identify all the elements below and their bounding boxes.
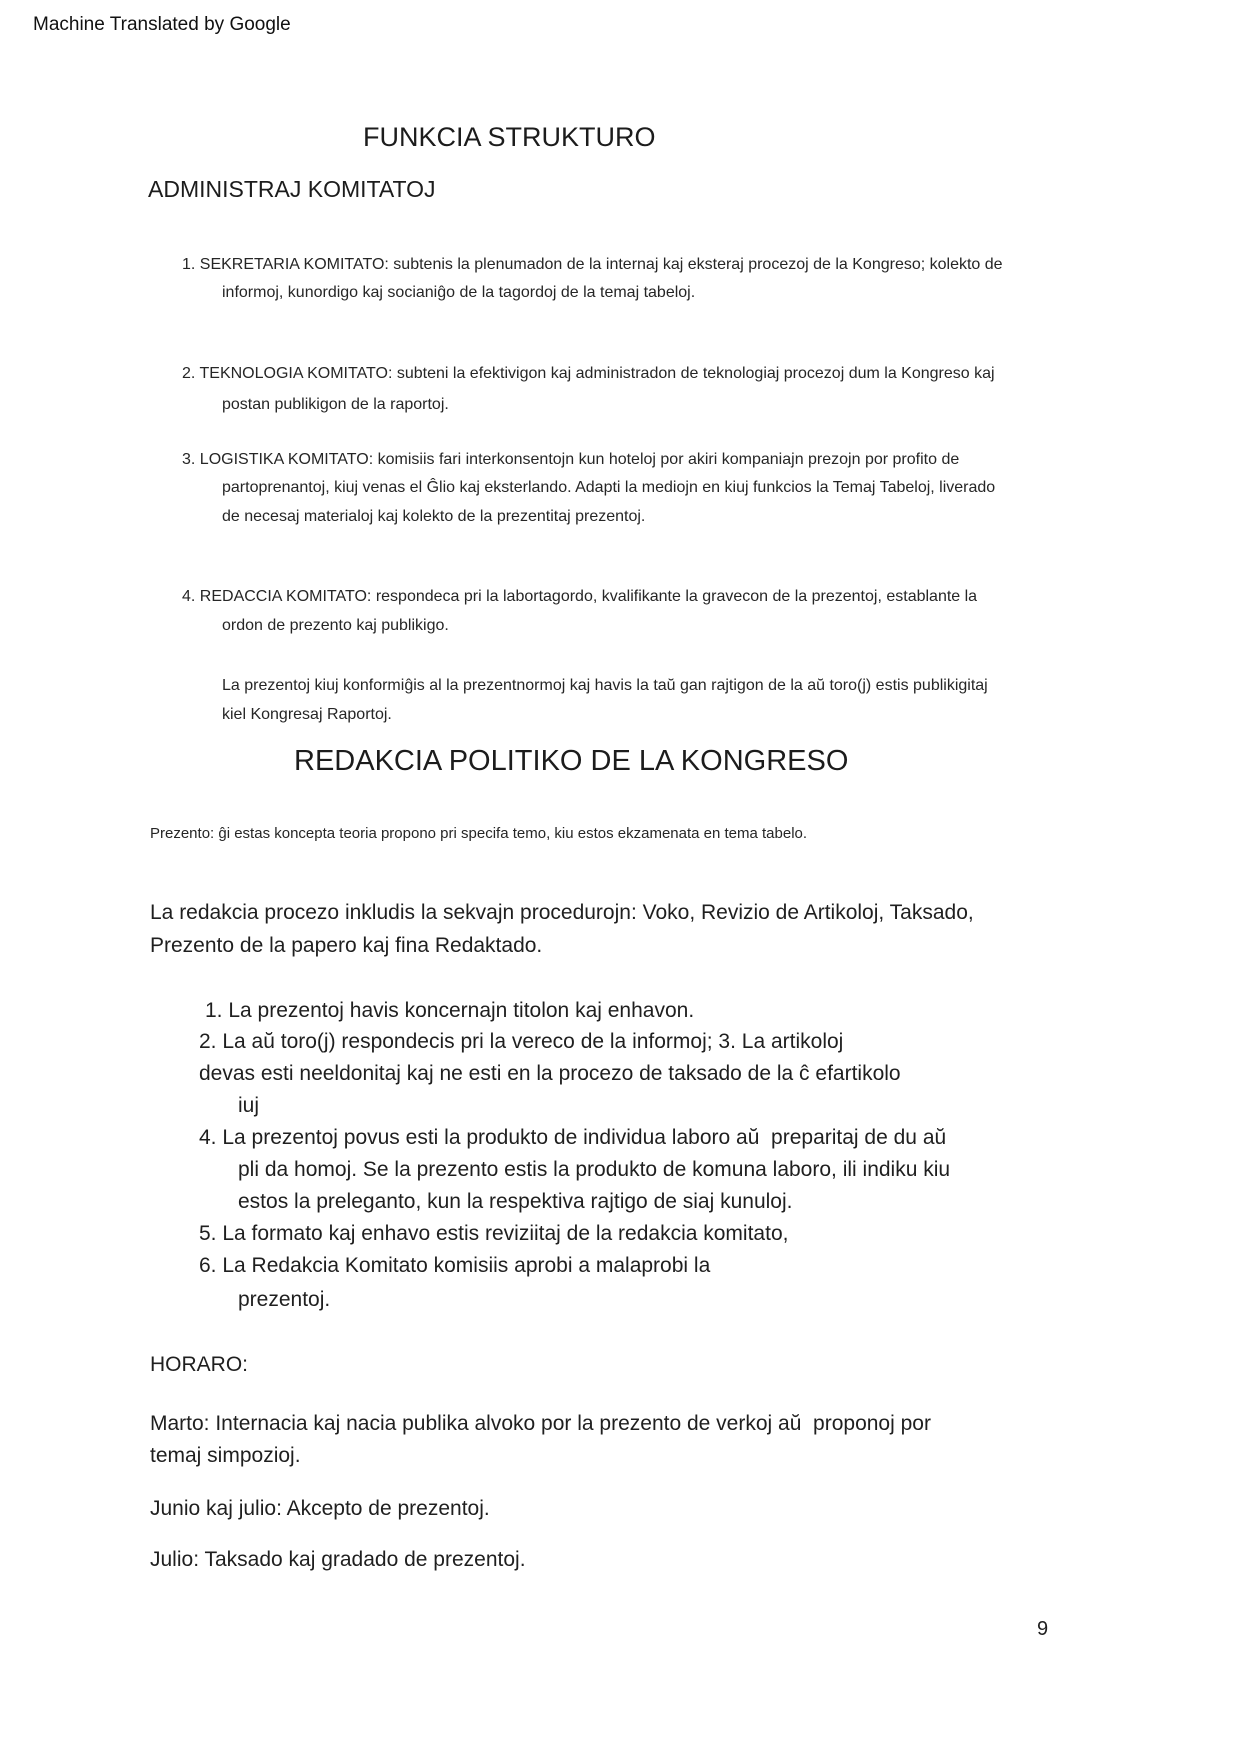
- section-title-redakcia-politiko: REDAKCIA POLITIKO DE LA KONGRESO: [294, 745, 849, 777]
- structure-closing-line-1: La prezentoj kiuj konformiĝis al la prezentnormoj kaj havis la taŭ gan rajtigon de la aŭ toro(j) estis publikigitaj: [222, 677, 988, 694]
- committee-item-1-line-1: 1. SEKRETARIA KOMITATO: subtenis la plenumadon de la internaj kaj eksteraj procezoj de la Kongreso; kolekto de: [182, 256, 1003, 273]
- prezento-definition: Prezento: ĝi estas koncepta teoria propono pri specifa temo, kiu estos ekzamenata en tema tabelo.: [150, 825, 808, 842]
- policy-rule-line-4: iuj: [238, 1094, 260, 1117]
- policy-rule-line-2: 2. La aŭ toro(j) respondecis pri la vereco de la informoj; 3. La artikoloj: [199, 1030, 844, 1053]
- page-title-funkcia-strukturo: FUNKCIA STRUKTURO: [363, 122, 656, 152]
- policy-rule-line-9: 6. La Redakcia Komitato komisiis aprobi a malaprobi la: [199, 1254, 711, 1277]
- policy-rule-line-6: pli da homoj. Se la prezento estis la produkto de komuna laboro, ili indiku kiu: [238, 1158, 951, 1181]
- committee-item-3-line-3: de necesaj materialoj kaj kolekto de la prezentitaj prezentoj.: [222, 508, 646, 525]
- committee-item-2-line-1: 2. TEKNOLOGIA KOMITATO: subteni la efektivigon kaj administradon de teknologiaj procezoj dum la Kongreso kaj: [182, 365, 995, 382]
- schedule-marto-line-2: temaj simpozioj.: [150, 1444, 301, 1467]
- policy-intro-line-1: La redakcia procezo inkludis la sekvajn procedurojn: Voko, Revizio de Artikoloj, Taksado,: [150, 901, 974, 924]
- policy-intro-line-2: Prezento de la papero kaj fina Redaktado.: [150, 934, 543, 957]
- committee-item-3-line-1: 3. LOGISTIKA KOMITATO: komisiis fari interkonsentojn kun hoteloj por akiri kompaniajn prezojn por profito de: [182, 451, 960, 468]
- schedule-junio-line: Junio kaj julio: Akcepto de prezentoj.: [150, 1497, 490, 1520]
- policy-rule-line-3: devas esti neeldonitaj kaj ne esti en la procezo de taksado de la ĉ efartikolo: [199, 1062, 901, 1085]
- committee-item-4-line-2: ordon de prezento kaj publikigo.: [222, 617, 449, 634]
- policy-rule-line-1: 1. La prezentoj havis koncernajn titolon kaj enhavon.: [205, 999, 695, 1022]
- structure-closing-line-2: kiel Kongresaj Raportoj.: [222, 706, 392, 723]
- committee-item-1-line-2: informoj, kunordigo kaj socianiĝo de la tagordoj de la temaj tabeloj.: [222, 284, 696, 301]
- committee-item-3-line-2: partoprenantoj, kiuj venas el Ĝlio kaj eksterlando. Adapti la mediojn en kiuj funkcios la Temaj Tabeloj, liverado: [222, 479, 996, 496]
- policy-rule-line-10: prezentoj.: [238, 1288, 331, 1311]
- policy-rule-line-7: estos la preleganto, kun la respektiva rajtigo de siaj kunuloj.: [238, 1190, 793, 1213]
- section-heading-administraj-komitatoj: ADMINISTRAJ KOMITATOJ: [148, 176, 436, 202]
- policy-rule-line-8: 5. La formato kaj enhavo estis reviziitaj de la redakcia komitato,: [199, 1222, 789, 1245]
- committee-item-2-line-2: postan publikigon de la raportoj.: [222, 396, 449, 413]
- schedule-heading-horaro: HORARO:: [150, 1353, 249, 1376]
- policy-rule-line-5: 4. La prezentoj povus esti la produkto de individua laboro aŭ preparitaj de du aŭ: [199, 1126, 947, 1149]
- committee-item-4-line-1: 4. REDACCIA KOMITATO: respondeca pri la labortagordo, kvalifikante la gravecon de la prezentoj, establante la: [182, 588, 978, 605]
- page-number: 9: [1037, 1618, 1049, 1640]
- schedule-marto-line-1: Marto: Internacia kaj nacia publika alvoko por la prezento de verkoj aŭ proponoj por: [150, 1412, 931, 1435]
- schedule-julio-line: Julio: Taksado kaj gradado de prezentoj.: [150, 1548, 526, 1571]
- machine-translated-watermark: Machine Translated by Google: [33, 14, 291, 35]
